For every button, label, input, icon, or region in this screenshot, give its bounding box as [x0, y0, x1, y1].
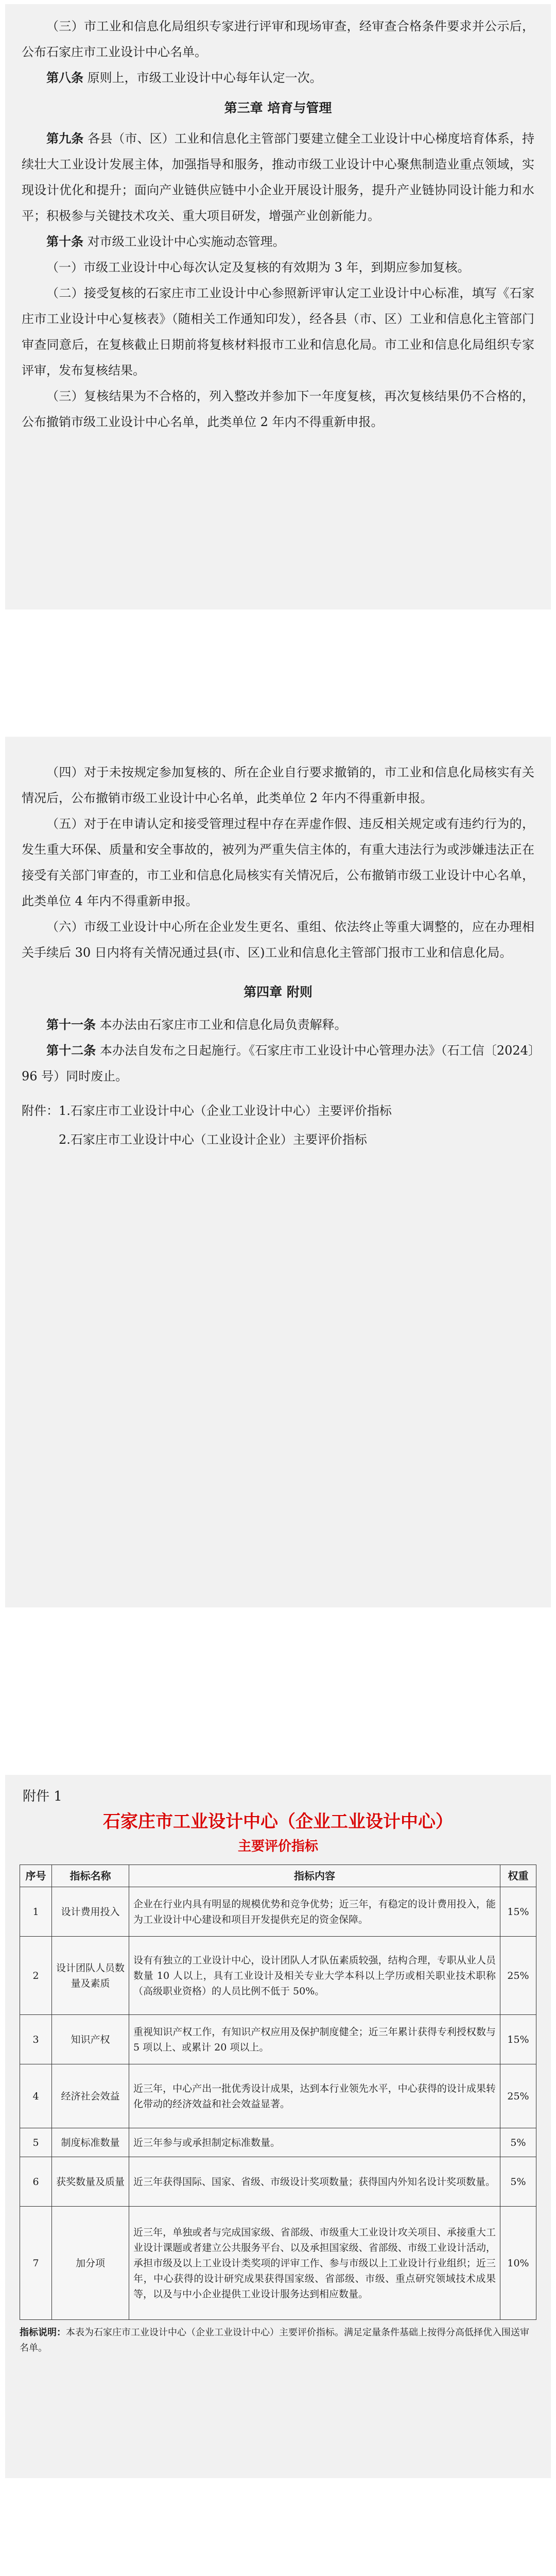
table-row	[20, 1937, 536, 2015]
row-indicator: 设计团队人员数量及素质	[52, 1937, 129, 2015]
row-content: 设有有独立的工业设计中心，设计团队人才队伍素质较强，结构合理，专职从业人员数量 10 人以上，具有工业设计及相关专业大学本科以上学历或相关职业技术职称（高级职业资格）的人员比例不低于 50%。	[129, 1937, 500, 2015]
row-weight: 5%	[500, 2128, 536, 2157]
row-index: 1	[20, 1887, 52, 1937]
appendix-1-note	[20, 2325, 536, 2356]
header-indicator: 指标名称	[52, 1865, 129, 1887]
row-indicator: 加分项	[52, 2207, 129, 2320]
chapter-3-heading: 第三章 培育与管理	[224, 100, 332, 115]
clause-10-5: （五）对于在申请认定和接受管理过程中存在弄虚作假、违反相关规定或有违约行为的，发生重大环保、质量和安全事故的，被列为严重失信主体的，有重大违法行为或涉嫌违法正在接受有关部门审查的，市工业和信息化局核实有关情况后，公布撤销市级工业设计中心名单，此类单位 4 年内不得重新申报。	[22, 817, 534, 908]
article-8-text: 原则上，市级工业设计中心每年认定一次。	[83, 71, 322, 85]
row-weight: 15%	[500, 1887, 536, 1937]
article-12-text: 本办法自发布之日起施行。《石家庄市工业设计中心管理办法》（石工信〔2024〕96 号）同时废止。	[22, 1043, 534, 1083]
row-weight: 10%	[500, 2207, 536, 2320]
appendix-1-page	[5, 1775, 551, 2478]
row-index: 3	[20, 2015, 52, 2064]
clause-10-3: （三）复核结果为不合格的，列入整改并参加下一年度复核，再次复核结果仍不合格的，公布撤销市级工业设计中心名单，此类单位 2 年内不得重新申报。	[22, 389, 534, 429]
row-content: 企业在行业内具有明显的规模优势和竞争优势；近三年，有稳定的设计费用投入，能为工业设计中心建设和项目开发提供充足的资金保障。	[129, 1887, 500, 1937]
attachment-1: 附件：1.石家庄市工业设计中心（企业工业设计中心）主要评价指标	[22, 1104, 392, 1118]
clause-10-2: （二）接受复核的石家庄市工业设计中心参照新评审认定工业设计中心标准，填写《石家庄市工业设计中心复核表》（随相关工作通知印发），经各县（市、区）工业和信息化主管部门审查同意后，在复核截止日期前将复核材料报市工业和信息化局。市工业和信息化局组织专家评审，发布复核结果。	[22, 286, 534, 378]
table-row	[20, 2128, 536, 2157]
table-row	[20, 1887, 536, 1937]
row-indicator: 制度标准数量	[52, 2128, 129, 2157]
row-content: 近三年，中心产出一批优秀设计成果，达到本行业领先水平，中心获得的设计成果转化带动的经济效益和社会效益显著。	[129, 2064, 500, 2128]
row-content: 近三年获得国际、国家、省级、市级设计奖项数量；获得国内外知名设计奖项数量。	[129, 2157, 500, 2207]
clause-10-4: （四）对于未按规定参加复核的、所在企业自行要求撤销的，市工业和信息化局核实有关情况后，公布撤销市级工业设计中心名单，此类单位 2 年内不得重新申报。	[22, 765, 534, 805]
article-8	[22, 65, 534, 91]
article-11-label: 第十一条	[46, 1017, 96, 1032]
header-weight: 权重	[500, 1865, 536, 1887]
article-8-label: 第八条	[46, 70, 83, 85]
row-content: 近三年，单独或者与完成国家级、省部级、市级重大工业设计攻关项目、承接重大工业设计课题或者建立公共服务平台、以及承担国家级、省部级、市级工业设计活动，承担市级及以上工业设计类奖项的评审工作、参与市级以上工业设计行业组织；近三年，中心获得的设计研究成果获得国家级、省部级、市级、重点研究领域技术成果等，以及与中小企业提供工业设计服务达到相应数量。	[129, 2207, 500, 2320]
row-indicator: 经济社会效益	[52, 2064, 129, 2128]
row-content: 近三年参与或承担制定标准数量。	[129, 2128, 500, 2157]
row-weight: 25%	[500, 1937, 536, 2015]
article-12	[22, 1038, 534, 1089]
appendix-1-subtitle: 主要评价指标	[237, 1839, 318, 1854]
table-row	[20, 2207, 536, 2320]
clause-10-1: （一）市级工业设计中心每次认定及复核的有效期为 3 年，到期应参加复核。	[46, 260, 470, 275]
row-index: 5	[20, 2128, 52, 2157]
chapter-4-heading: 第四章 附则	[244, 985, 312, 999]
article-12-label: 第十二条	[46, 1043, 96, 1058]
row-index: 6	[20, 2157, 52, 2207]
appendix-1-title: 石家庄市工业设计中心（企业工业设计中心）	[103, 1811, 453, 1832]
regulation-page-2	[5, 737, 551, 1607]
row-indicator: 知识产权	[52, 2015, 129, 2064]
row-weight: 15%	[500, 2015, 536, 2064]
note-label: 指标说明：	[20, 2327, 66, 2338]
table-row	[20, 2064, 536, 2128]
row-content: 重视知识产权工作，有知识产权应用及保护制度健全；近三年累计获得专利授权数与 5 项以上、或累计 20 项以上。	[129, 2015, 500, 2064]
row-indicator: 获奖数量及质量	[52, 2157, 129, 2207]
article-9	[22, 126, 534, 229]
attachment-list	[22, 1096, 534, 1154]
row-index: 4	[20, 2064, 52, 2128]
article-9-text: 各县（市、区）工业和信息化主管部门要建立健全工业设计中心梯度培育体系，持续壮大工业设计发展主体，加强指导和服务，推动市级工业设计中心聚焦制造业重点领域，实现设计优化和提升；面向产业链供应链中小企业开展设计服务，提升产业链协同设计能力和水平；积极参与关键技术攻关、重大项目研发，增强产业创新能力。	[22, 131, 534, 223]
row-weight: 25%	[500, 2064, 536, 2128]
header-content: 指标内容	[129, 1865, 500, 1887]
appendix-1-label: 附件 1	[23, 1789, 62, 1804]
table-header-row	[20, 1865, 536, 1887]
regulation-page-1	[5, 4, 551, 609]
header-index: 序号	[20, 1865, 52, 1887]
note-text: 本表为石家庄市工业设计中心（企业工业设计中心）主要评价指标。满足定量条件基础上按得分高低择优入围送审名单。	[20, 2327, 529, 2353]
article-10	[22, 229, 534, 255]
clause-10-6: （六）市级工业设计中心所在企业发生更名、重组、依法终止等重大调整的，应在办理相关手续后 30 日内将有关情况通过县(市、区)工业和信息化主管部门报市工业和信息化局。	[22, 920, 534, 960]
article-11-text: 本办法由石家庄市工业和信息化局负责解释。	[96, 1018, 347, 1032]
table-row	[20, 2157, 536, 2207]
article-10-text: 对市级工业设计中心实施动态管理。	[83, 234, 285, 249]
article-10-label: 第十条	[46, 234, 83, 249]
clause-three: （三）市工业和信息化局组织专家进行评审和现场审查，经审查合格条件要求并公示后，公布石家庄市工业设计中心名单。	[22, 19, 534, 59]
article-11	[22, 1012, 534, 1038]
row-indicator: 设计费用投入	[52, 1887, 129, 1937]
row-index: 7	[20, 2207, 52, 2320]
attachment-2: 2.石家庄市工业设计中心（工业设计企业）主要评价指标	[59, 1132, 367, 1147]
table-row	[20, 2015, 536, 2064]
appendix-1-table	[20, 1865, 536, 2320]
article-9-label: 第九条	[46, 131, 84, 146]
row-weight: 5%	[500, 2157, 536, 2207]
row-index: 2	[20, 1937, 52, 2015]
